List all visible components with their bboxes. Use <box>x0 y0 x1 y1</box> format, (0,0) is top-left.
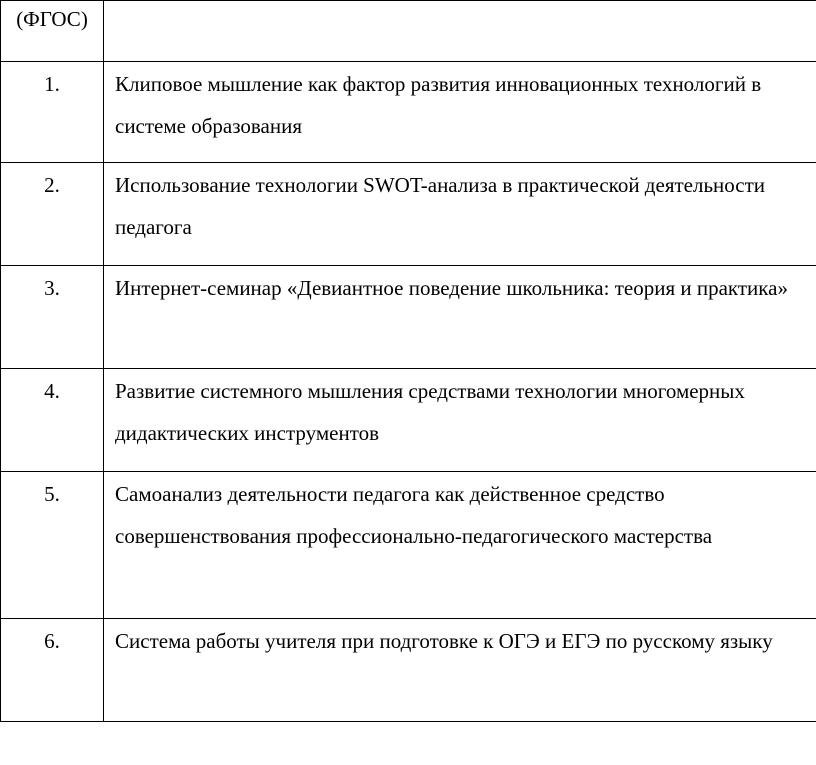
row-text: Интернет-семинар «Девиантное поведение школьника: теория и практика» <box>115 276 788 300</box>
table-row <box>1 163 816 266</box>
number-cell <box>1 472 104 619</box>
text-cell <box>104 266 816 369</box>
text-cell <box>104 1 816 62</box>
number-cell <box>1 62 104 163</box>
table-row <box>1 472 816 619</box>
text-cell <box>104 62 816 163</box>
row-number: 2. <box>44 173 60 197</box>
text-cell <box>104 619 816 722</box>
table-row <box>1 619 816 722</box>
row-number: 3. <box>44 276 60 300</box>
number-cell <box>1 1 104 62</box>
row-text: Использование технологии SWOT-анализа в практической деятельности педагога <box>115 173 766 239</box>
number-cell <box>1 369 104 472</box>
number-cell <box>1 163 104 266</box>
row-text: Клиповое мышление как фактор развития инновационных технологий в системе образования <box>115 72 762 138</box>
row-number: 1. <box>44 72 60 96</box>
row-text: Система работы учителя при подготовке к ОГЭ и ЕГЭ по русскому языку <box>115 629 773 653</box>
number-cell <box>1 266 104 369</box>
number-cell <box>1 619 104 722</box>
row-text: Самоанализ деятельности педагога как действенное средство совершенствования профессионально-педагогического мастерства <box>115 482 713 548</box>
text-cell <box>104 472 816 619</box>
standard-label: (ФГОС) <box>16 7 88 31</box>
table-row-header <box>1 1 816 62</box>
row-number: 5. <box>44 482 60 506</box>
table-row <box>1 62 816 163</box>
row-text: Развитие системного мышления средствами технологии многомерных дидактических инструментов <box>115 379 745 445</box>
text-cell <box>104 369 816 472</box>
text-cell <box>104 163 816 266</box>
table-row <box>1 266 816 369</box>
row-number: 6. <box>44 629 60 653</box>
table-row <box>1 369 816 472</box>
row-number: 4. <box>44 379 60 403</box>
